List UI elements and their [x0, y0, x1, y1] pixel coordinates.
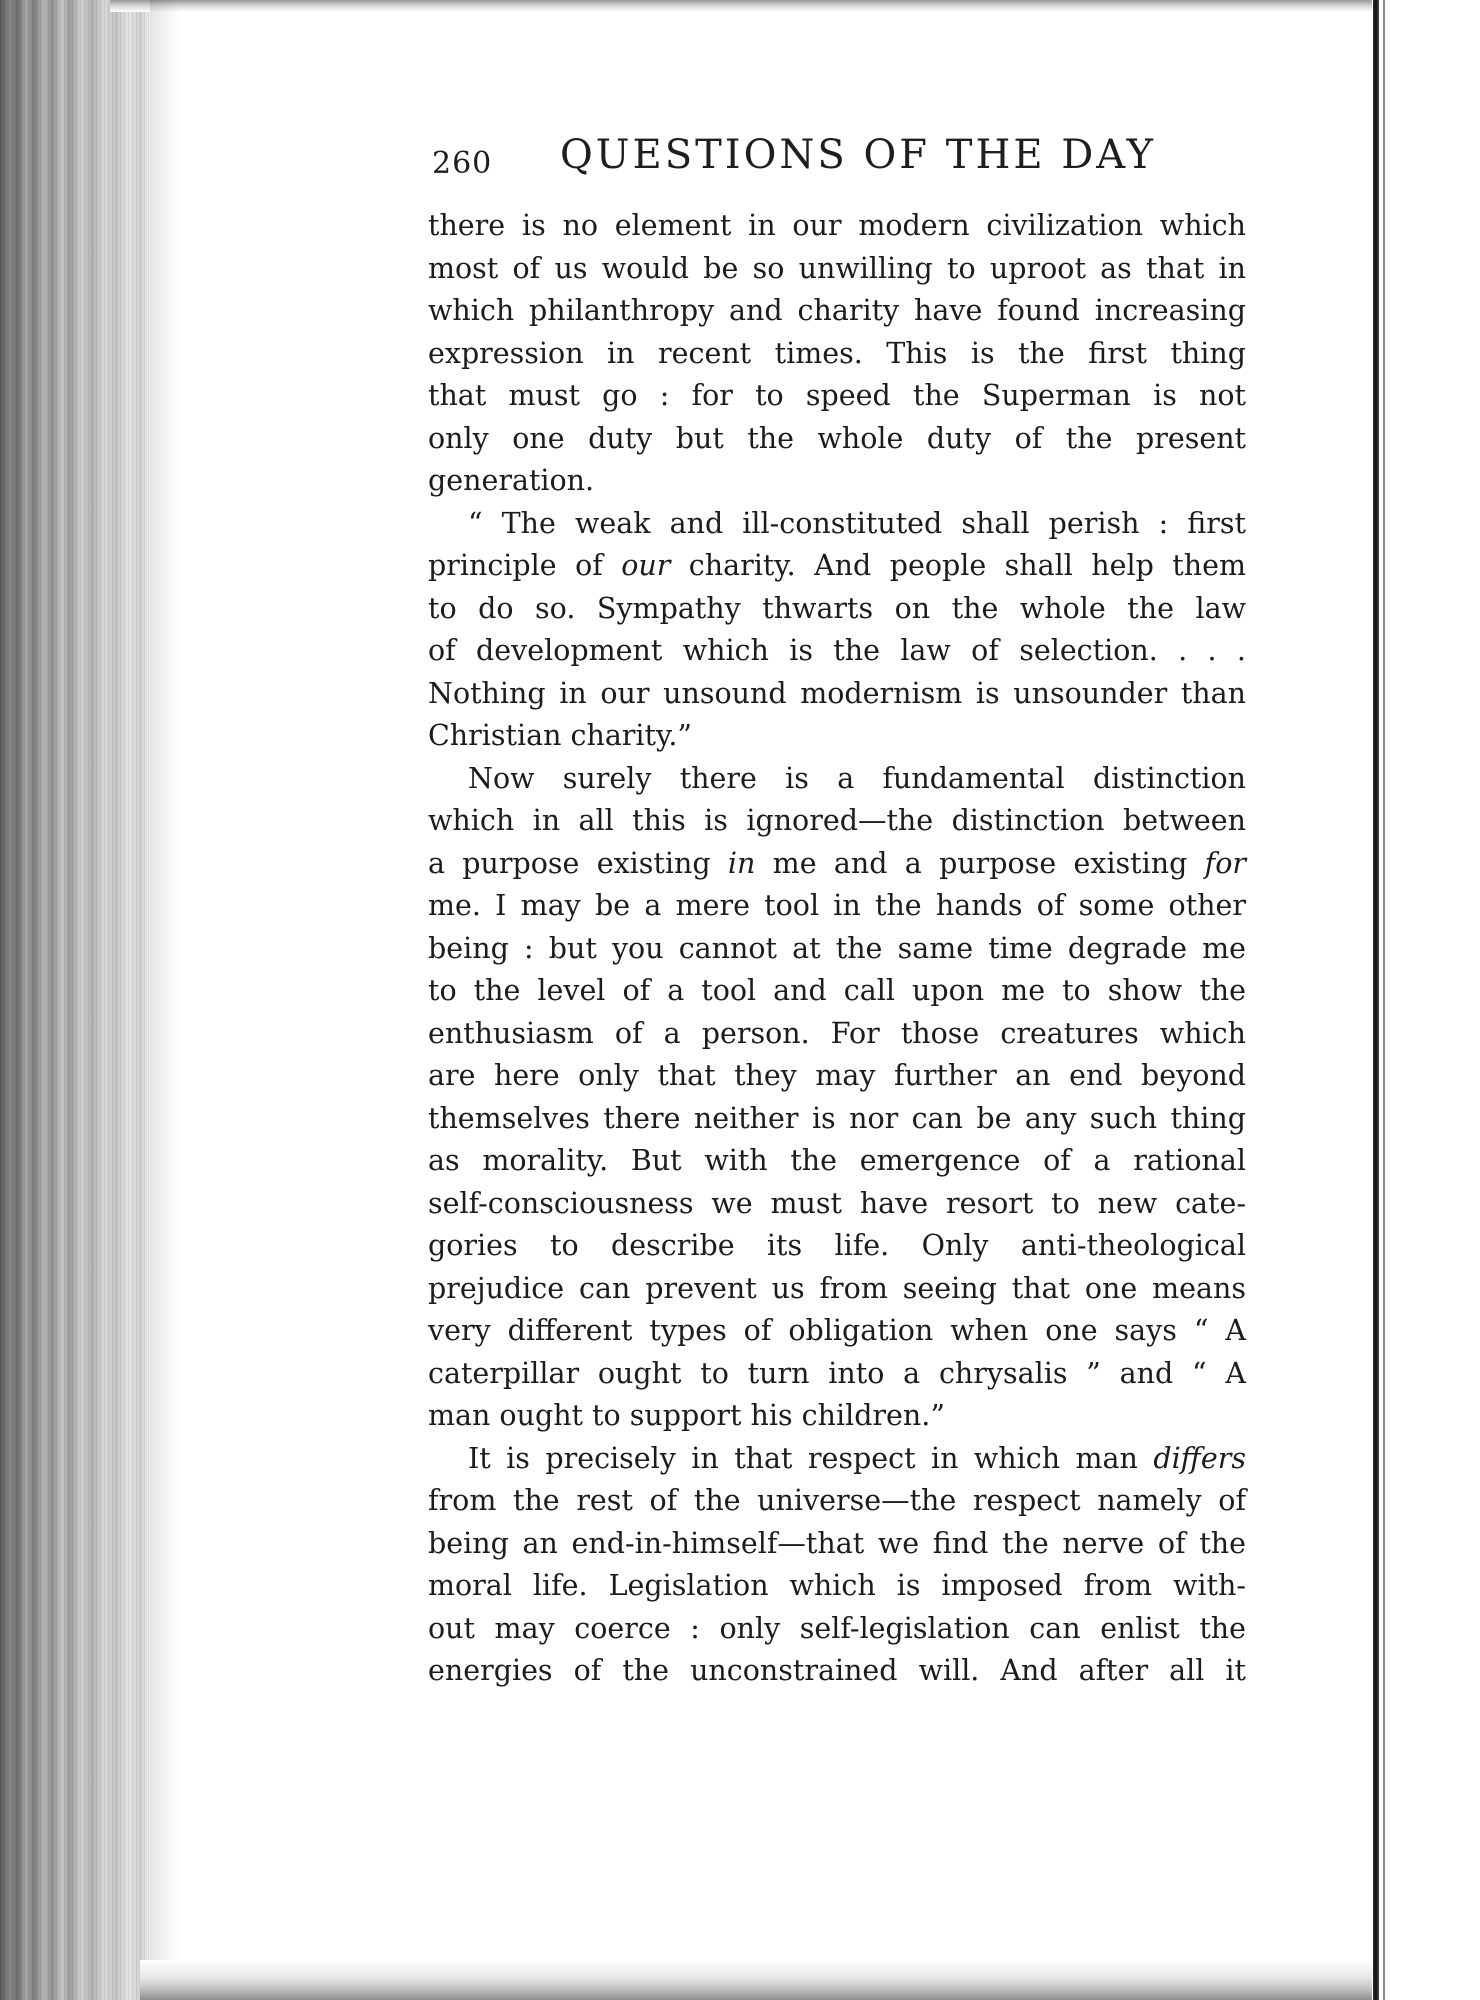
- text-run: a purpose existing: [428, 846, 728, 880]
- text-line: energies of the unconstrained will. And after all it: [428, 1654, 1246, 1687]
- running-head: [432, 132, 1252, 192]
- text-line: expression in recent times. This is the first thing: [428, 336, 1246, 370]
- text-line: man ought to support his children.”: [428, 1399, 945, 1432]
- text-line: from the rest of the universe—the respect namely of: [428, 1484, 1246, 1517]
- text-line: being : but you cannot at the same time degrade me: [428, 931, 1246, 965]
- text-line: gories to describe its life. Only anti-theological: [428, 1229, 1246, 1262]
- text-line: me. I may be a mere tool in the hands of some other: [428, 889, 1246, 922]
- text-line: as morality. But with the emergence of a rational: [428, 1144, 1246, 1177]
- book-page-edge-lines: [0, 0, 150, 2000]
- page-number: 260: [432, 146, 493, 181]
- text-line: of development which is the law of selection. . . .: [428, 634, 1246, 667]
- text-line: generation.: [428, 464, 595, 497]
- running-title: QUESTIONS OF THE DAY: [560, 132, 1156, 178]
- text-line: out may coerce : only self-legislation can enlist the: [428, 1611, 1246, 1645]
- text-line: Nothing in our unsound modernism is unsounder than: [428, 676, 1246, 710]
- text-run: It is precisely in that respect in which man: [468, 1441, 1154, 1475]
- body-text: [428, 205, 1246, 1693]
- text-line: to do so. Sympathy thwarts on the whole the law: [428, 591, 1246, 625]
- emphasis-text: our: [621, 549, 671, 582]
- text-line: to the level of a tool and call upon me to show the: [428, 974, 1246, 1007]
- text-line: prejudice can prevent us from seeing that one means: [428, 1271, 1246, 1305]
- text-line: which philanthropy and charity have found increasing: [428, 294, 1246, 327]
- emphasis-text: for: [1204, 846, 1247, 880]
- emphasis-text: in: [727, 846, 756, 880]
- text-line: Christian charity.”: [428, 719, 692, 752]
- text-line: [428, 843, 1246, 886]
- page-right-edge: [1373, 0, 1379, 2000]
- text-run: me and a purpose existing: [755, 846, 1205, 880]
- text-line: self-consciousness we must have resort to new cate-: [428, 1186, 1246, 1220]
- text-line: themselves there neither is nor can be any such thing: [428, 1101, 1246, 1135]
- emphasis-text: differs: [1153, 1441, 1246, 1475]
- page-gutter-shadow: [150, 0, 180, 2000]
- text-line: only one duty but the whole duty of the present: [428, 421, 1246, 455]
- text-run: charity. And people shall help them: [670, 549, 1246, 582]
- text-run: principle of: [428, 549, 622, 582]
- text-line: most of us would be so unwilling to uproot as that in: [428, 251, 1246, 285]
- text-line: enthusiasm of a person. For those creatures which: [428, 1016, 1246, 1050]
- text-line: caterpillar ought to turn into a chrysalis ” and “ A: [428, 1356, 1246, 1390]
- text-line: Now surely there is a fundamental distinction: [468, 761, 1246, 795]
- page-right-edge-inner: [1383, 0, 1385, 2000]
- text-line: that must go : for to speed the Superman is not: [428, 379, 1246, 412]
- text-line: moral life. Legislation which is imposed from with-: [428, 1569, 1246, 1602]
- text-line: [428, 1438, 1246, 1481]
- text-line: very different types of obligation when one says “ A: [428, 1314, 1246, 1347]
- page-top-edge: [110, 0, 1380, 12]
- page-bottom-edge: [140, 1960, 1380, 2000]
- page-right-margin: [1372, 0, 1480, 2000]
- text-line: are here only that they may further an end beyond: [428, 1059, 1246, 1092]
- text-line: which in all this is ignored—the distinction between: [428, 804, 1246, 837]
- text-line: [428, 545, 1246, 588]
- text-line: there is no element in our modern civilization which: [428, 209, 1246, 242]
- text-line: being an end-in-himself—that we find the nerve of the: [428, 1526, 1246, 1560]
- text-line: “ The weak and ill-constituted shall perish : first: [468, 506, 1246, 540]
